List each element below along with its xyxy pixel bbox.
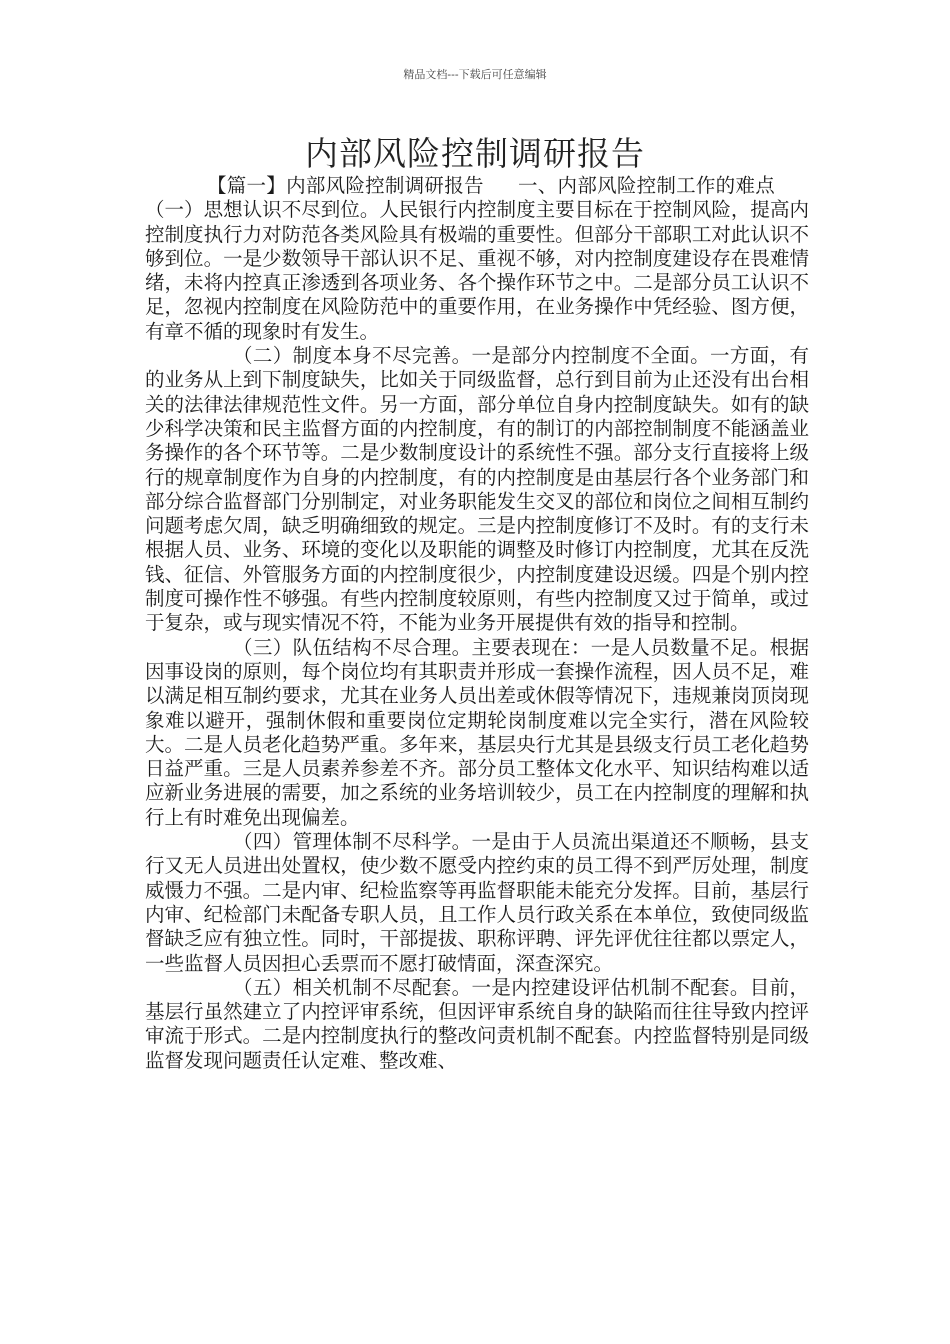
page-header: 精品文档---下载后可任意编辑: [403, 68, 547, 81]
section-heading: 一、内部风险控制工作的难点: [517, 174, 775, 197]
intro-paragraph: [145, 174, 809, 344]
body-paragraph: （三）队伍结构不尽合理。主要表现在：一是人员数量不足。根据因事设岗的原则，每个岗位均有其职责并形成一套操作流程，因人员不足，难以满足相互制约要求，尤其在业务人员出差或休假等情况下，违规兼岗顶岗现象难以避开，强制休假和重要岗位定期轮岗制度难以完全实行，潜在风险较大。二是人员老化趋势严重。多年来，基层央行尤其是县级支行员工老化趋势日益严重。三是人员素养参差不齐。部分员工整体文化水平、知识结构难以适应新业务进展的需要，加之系统的业务培训较少，员工在内控制度的理解和执行上有时难免出现偏差。: [145, 635, 809, 829]
section-tag: 【篇一】内部风险控制调研报告: [207, 174, 484, 197]
point-text: （一）思想认识不尽到位。人民银行内控制度主要目标在于控制风险，提高内控制度执行力对防范各类风险具有极端的重要性。但部分干部职工对此认识不够到位。一是少数领导干部认识不足、重视不够，对内控制度建设存在畏难情绪，未将内控真正渗透到各项业务、各个操作环节之中。二是部分员工认识不足，忽视内控制度在风险防范中的重要作用，在业务操作中凭经验、图方便，有章不循的现象时有发生。: [145, 198, 809, 343]
body-paragraph: （二）制度本身不尽完善。一是部分内控制度不全面。一方面，有的业务从上到下制度缺失，比如关于同级监督，总行到目前为止还没有出台相关的法律法律规范性文件。另一方面，部分单位自身内控制度缺失。如有的缺少科学决策和民主监督方面的内控制度，有的制订的内部控制制度不能涵盖业务操作的各个环节等。二是少数制度设计的系统性不强。部分支行直接将上级行的规章制度作为自身的内控制度，有的内控制度是由基层行各个业务部门和部分综合监督部门分别制定，对业务职能发生交叉的部位和岗位之间相互制约问题考虑欠周，缺乏明确细致的规定。三是内控制度修订不及时。有的支行未根据人员、业务、环境的变化以及职能的调整及时修订内控制度，尤其在反洗钱、征信、外管服务方面的内控制度很少，内控制度建设迟缓。四是个别内控制度可操作性不够强。有些内控制度较原则，有些内控制度又过于简单，或过于复杂，或与现实情况不符，不能为业务开展提供有效的指导和控制。: [145, 344, 809, 635]
body-paragraph: （四）管理体制不尽科学。一是由于人员流出渠道还不顺畅，县支行又无人员进出处置权，使少数不愿受内控约束的员工得不到严厉处理，制度威慑力不强。二是内审、纪检监察等再监督职能未能充分发挥。目前，基层行内审、纪检部门未配备专职人员，且工作人员行政关系在本单位，致使同级监督缺乏应有独立性。同时，干部提拔、职称评聘、评先评优往往都以票定人，一些监督人员因担心丢票而不愿打破情面，深查深究。: [145, 830, 809, 975]
body-paragraph: （五）相关机制不尽配套。一是内控建设评估机制不配套。目前，基层行虽然建立了内控评审系统，但因评审系统自身的缺陷而往往导致内控评审流于形式。二是内控制度执行的整改问责机制不配套。内控监督特别是同级监督发现问题责任认定难、整改难、: [145, 975, 809, 1072]
document-body: [145, 174, 809, 1073]
document-title: 内部风险控制调研报告: [305, 134, 645, 173]
